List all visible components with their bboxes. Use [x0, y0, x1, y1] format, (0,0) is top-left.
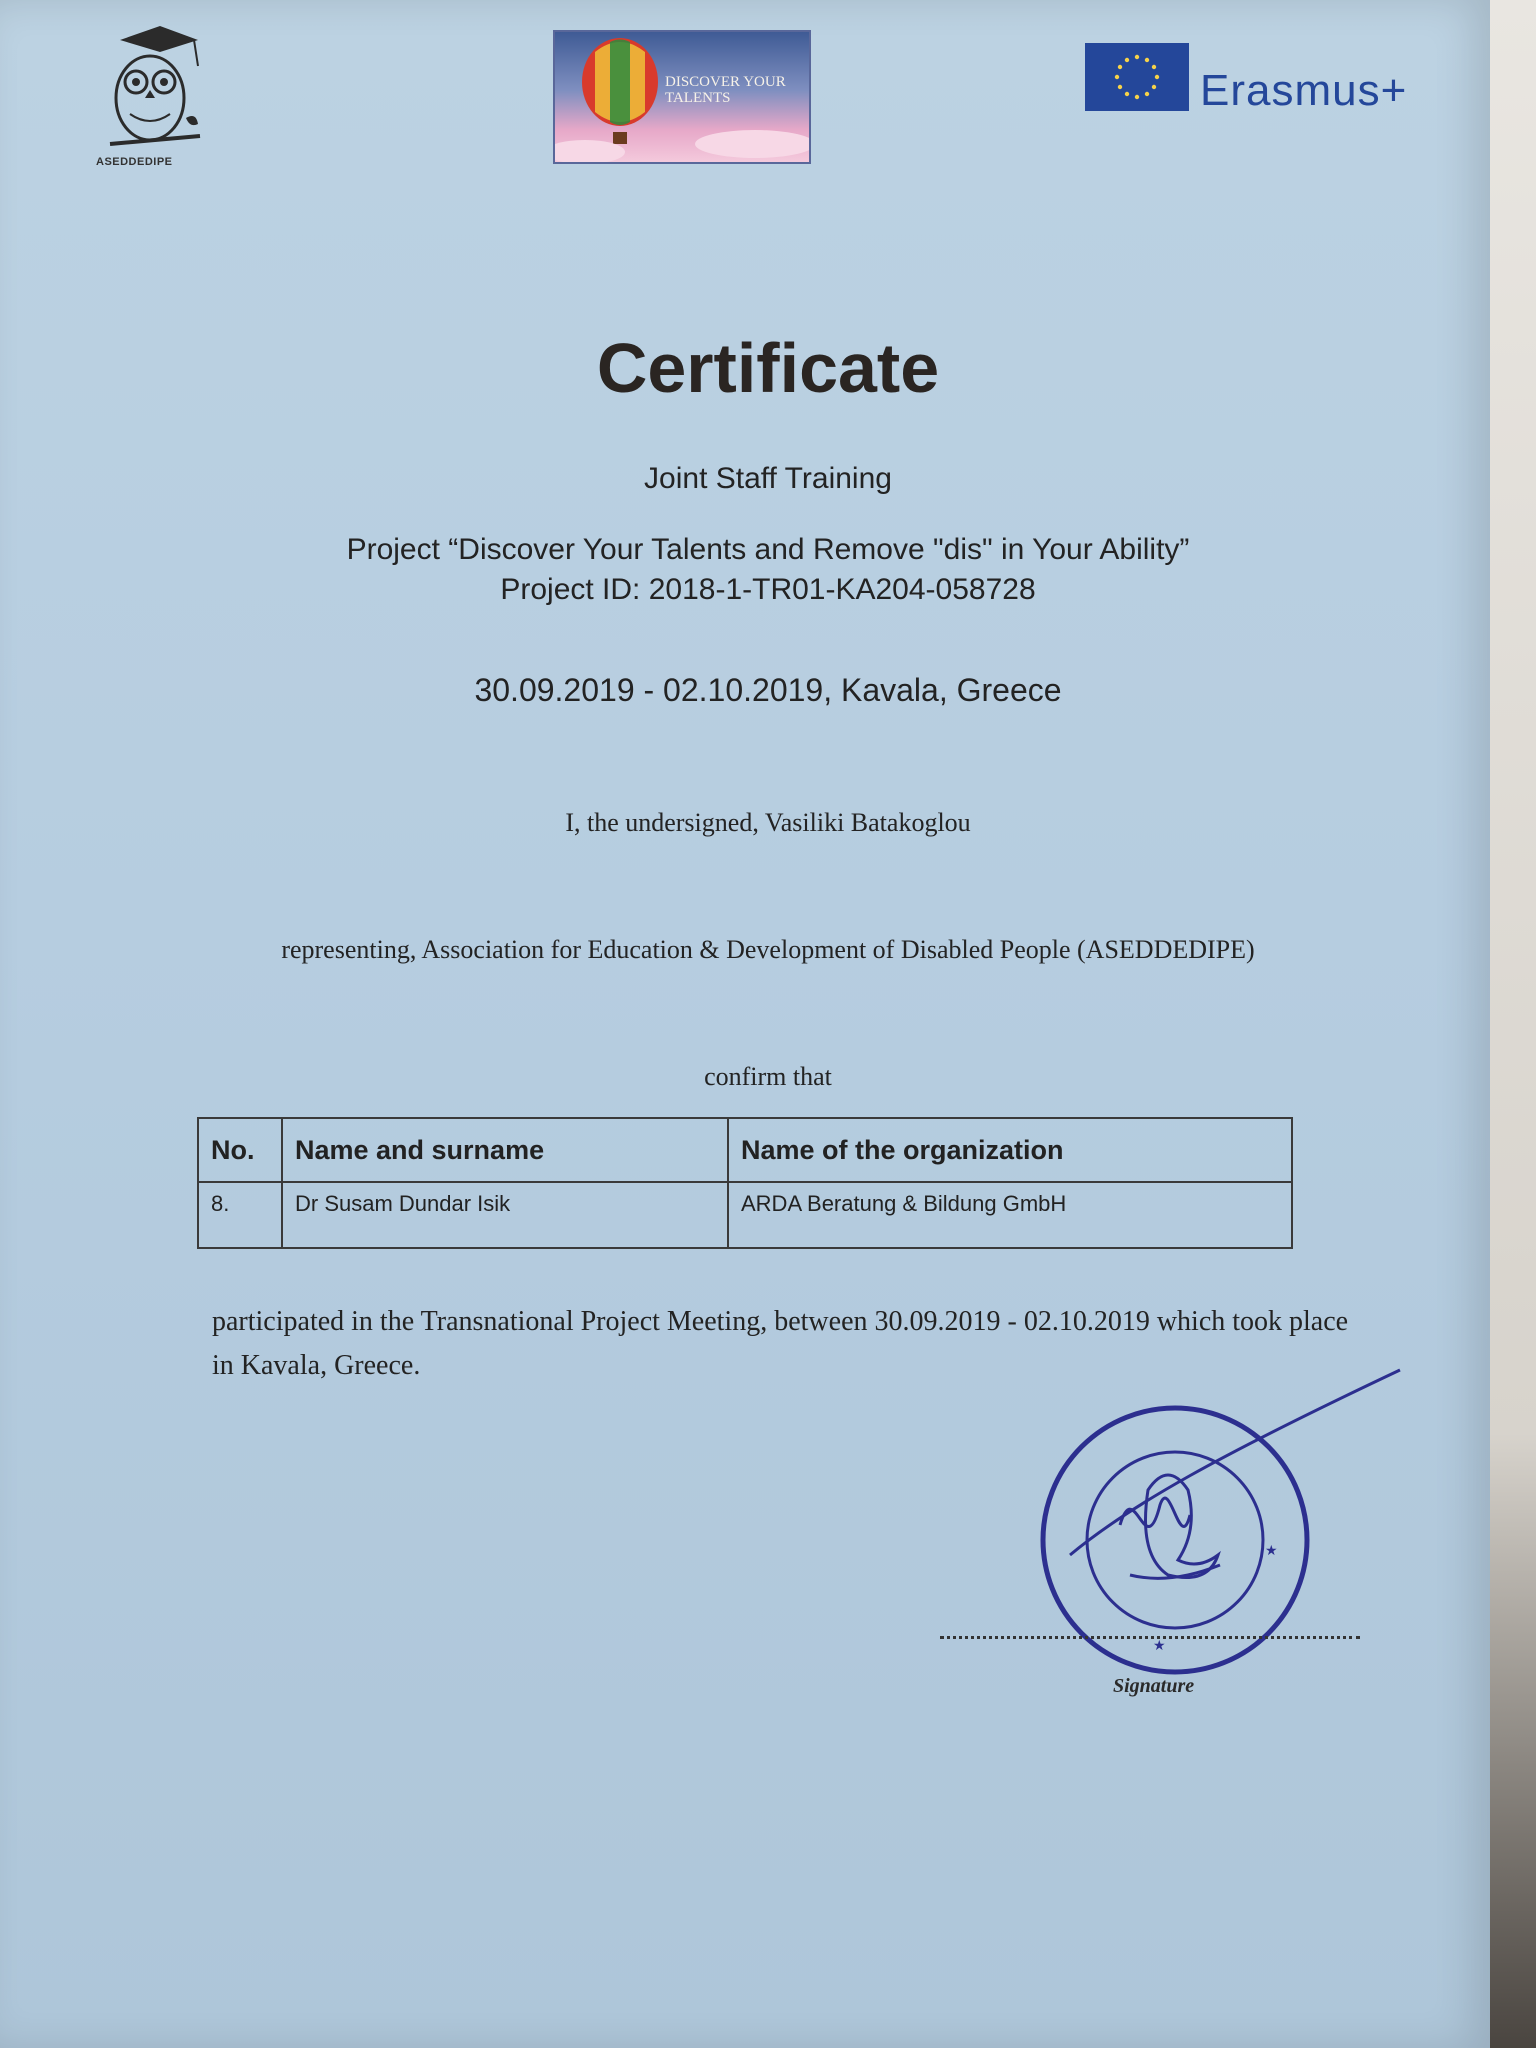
discover-logo	[553, 30, 811, 164]
svg-text:★: ★	[1265, 1543, 1278, 1559]
signature-line	[940, 1636, 1360, 1639]
participation-statement: participated in the Transnational Project Meeting, between 30.09.2019 - 02.10.2019 which took place in Kavala, Greece.	[212, 1306, 1349, 1381]
certificate-subtitle: Joint Staff Training	[644, 462, 892, 495]
participants-table	[197, 1117, 1293, 1249]
project-info	[0, 530, 1536, 610]
row-number: 8.	[198, 1182, 282, 1248]
representing-statement: representing, Association for Education & Development of Disabled People (ASEDDEDIPE)	[281, 935, 1255, 964]
eu-flag-icon	[1085, 43, 1189, 111]
table-row	[198, 1182, 1292, 1248]
participant-organization: ARDA Beratung & Bildung GmbH	[728, 1182, 1292, 1248]
owl-logo-icon	[90, 18, 210, 168]
table-header-name: Name and surname	[282, 1118, 728, 1182]
participant-name: Dr Susam Dundar Isik	[282, 1182, 728, 1248]
project-id: Project ID: 2018-1-TR01-KA204-058728	[500, 573, 1036, 606]
svg-text:★: ★	[1153, 1638, 1166, 1654]
confirm-statement: confirm that	[704, 1062, 832, 1091]
dates-location: 30.09.2019 - 02.10.2019, Kavala, Greece	[474, 672, 1062, 708]
certificate-title: Certificate	[596, 329, 940, 407]
project-title: Project “Discover Your Talents and Remove "dis" in Your Ability”	[346, 533, 1190, 566]
erasmus-logo-text: Erasmus+	[1200, 66, 1408, 115]
table-header-organization: Name of the organization	[728, 1118, 1292, 1182]
owl-logo-text: ASEDDEDIPE	[96, 156, 173, 168]
table-header-no: No.	[198, 1118, 282, 1182]
table-header-row	[198, 1118, 1292, 1182]
discover-logo-text: DISCOVER YOUR TALENTS	[665, 74, 786, 106]
handwritten-signature	[1040, 1355, 1410, 1615]
background-edge	[1490, 0, 1536, 2048]
undersigned-statement: I, the undersigned, Vasiliki Batakoglou	[565, 808, 971, 837]
signature-label: Signature	[1113, 1675, 1195, 1697]
